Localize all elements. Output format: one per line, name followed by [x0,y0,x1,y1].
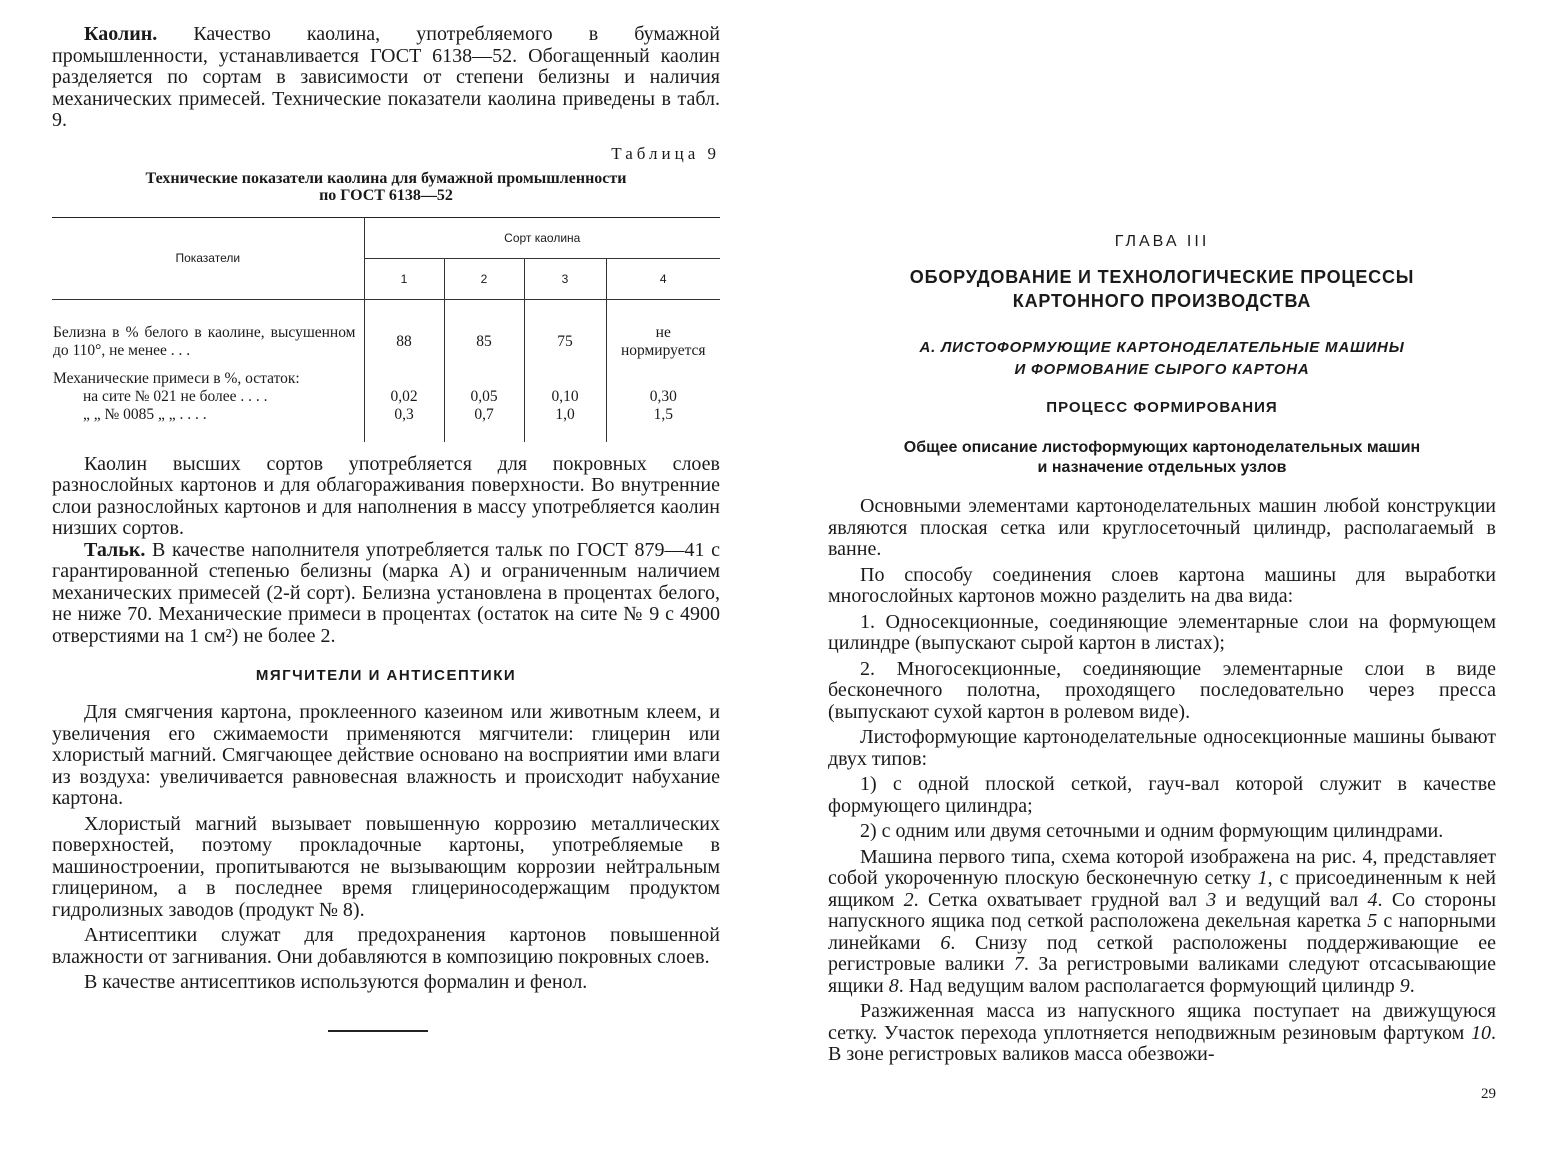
cell: 1,5 [653,405,673,423]
right-page [828,0,1496,1066]
table-row [52,299,720,442]
end-rule [328,1030,428,1032]
kaolin-paragraph [52,24,720,132]
text-run: . Над ведущим валом располагается формующий цилиндр [898,974,1400,997]
chapter-title-line1: ОБОРУДОВАНИЕ И ТЕХНОЛОГИЧЕСКИЕ ПРОЦЕССЫ [909,267,1415,287]
figure-ref: 5 [1367,910,1378,932]
cell: 0,3 [394,405,414,423]
part-title-line2: И ФОРМОВАНИЕ СЫРОГО КАРТОНА [1014,361,1310,378]
chapter-title-line2: КАРТОННОГО ПРОИЗВОДСТВА [1012,291,1312,311]
row1-label: Белизна в % белого в каолине, высушенном до 110°, не менее . . . [53,323,356,359]
sub-title-line2: и назначение отдельных узлов [1037,459,1287,476]
part-title-line1: А. ЛИСТОФОРМУЮЩИЕ КАРТОНОДЕЛАТЕЛЬНЫЕ МАШИНЫ [919,339,1405,356]
kaolin-grades-paragraph: Каолин высших сортов употребляется для покровных слоев разнослойных картонов и для облагораживания поверхности. Во внутренние слои разнослойных картонов и для наполнения в массу употребляется каолин низших сортов. [52,452,720,539]
cell: 88 [396,332,412,350]
types-paragraph: По способу соединения слоев картона машины для выработки многослойных картонов можно разделить на два вида: [828,563,1496,607]
col-grade-1 [364,299,444,442]
text-run: . За регистровыми валиками следуют отсасывающие ящики [828,953,1496,997]
kaolin-lead: Каолин. [84,23,158,45]
col-grade-2 [444,299,524,442]
talc-paragraph [52,540,720,648]
cell: 0,05 [470,387,498,405]
machine-types-paragraph: Листоформующие картоноделательные односекционные машины бывают двух типов: [828,726,1496,770]
text-run: Машина первого типа, схема которой изображена на рис. 4, представляет собой укороченную плоскую бесконечную сетку [828,845,1496,889]
figure-ref: 6 [940,931,951,954]
talc-text: В качестве наполнителя употребляется тальк по ГОСТ 879—41 с гарантированной степенью белизны (марка А) и ограниченным наличием механических примесей (2-й сорт). Белизна установлена в процентах белого, не ниже 70. Механические примеси в процентах (остаток на сите № 9 с 4900 отверстиями на 1 см²) не более 2. [52,538,720,647]
talc-lead: Тальк. [84,538,146,561]
type2-paragraph: 2) с одним или двумя сеточными и одним формующим цилиндрами. [860,820,1444,842]
cell: 75 [557,332,573,350]
text-run: . Со стороны напускного ящика под сеткой расположена декельная каретка [828,888,1497,932]
elements-paragraph: Основными элементами картоноделательных машин любой конструкции являются плоская сетка или круглосеточный цилиндр, располагаемый в ванне. [828,495,1496,560]
cell: 85 [476,332,492,350]
figure-ref: 1 [1257,867,1268,889]
col-grade-3 [524,299,606,442]
cell: 1,0 [555,405,575,423]
antiseptics-paragraph: Антисептики служат для предохранения картонов повышенной влажности от загнивания. Они добавляются в композицию покровных слоев. [52,924,720,968]
header-indicators: Показатели [52,217,364,299]
row2-label: Механические примеси в %, остаток: [53,369,300,387]
row-labels [52,299,364,442]
left-page [52,24,720,1032]
row2b-label: „ „ № 0085 „ „ . . . . [83,405,207,423]
table-title-line1: Технические показатели каолина для бумажной промышленности [145,169,627,187]
machine-description-paragraph [828,847,1496,998]
kaolin-table [52,217,720,442]
header-grade-2: 2 [444,258,524,299]
text-run: и ведущий вал [1216,888,1368,911]
sub-title [828,438,1496,478]
cell: 0,10 [551,387,579,405]
header-grade-3: 3 [524,258,606,299]
text-run: . В зоне регистровых валиков масса обезвожи- [828,1021,1496,1065]
text-run: Разжиженная масса из напускного ящика поступает на движущуюся сетку. Участок перехода уплотняется неподвижным резиновым фартуком [828,1000,1496,1044]
table-title [52,170,720,204]
figure-ref: 3 [1206,888,1217,911]
text-run: . Сетка охватывает грудной вал [913,888,1207,911]
cell: 0,7 [474,405,494,423]
chapter-number: ГЛАВА III [1114,233,1210,250]
process-title: ПРОЦЕСС ФОРМИРОВАНИЯ [1046,399,1278,416]
chapter-title [828,265,1496,313]
page-number: 29 [1481,1086,1496,1102]
cell: 0,30 [649,387,677,405]
type1-paragraph: 1) с одной плоской сеткой, гауч-вал которой служит в качестве формующего цилиндра; [828,773,1496,817]
row2a-label: на сите № 021 не более . . . . [83,387,268,405]
table-title-line2: по ГОСТ 6138—52 [319,186,453,204]
softeners-paragraph: Для смягчения картона, проклеенного казеином или животным клеем, и увеличения его сжимаемости применяются мягчители: глицерин или хлористый магний. Смягчающее действие основано на восприятии ими влаги из воздуха: увеличивается равновесная влажность и происходит набухание картона. [52,701,720,809]
figure-ref: 8 [888,974,899,997]
text-run: , с присоединенным к ней ящиком [828,867,1496,911]
cell: 0,02 [390,387,418,405]
figure-ref: 7 [1013,953,1024,975]
col-grade-4 [606,299,720,442]
antiseptics-list-paragraph: В качестве антисептиков используются формалин и фенол. [84,971,588,993]
sub-title-line1: Общее описание листоформующих картоноделательных машин [903,439,1421,456]
single-section-paragraph: 1. Односекционные, соединяющие элементарные слои на формующем цилиндре (выпускают сырой картон в листах); [828,610,1496,654]
header-grade: Сорт каолина [364,217,720,258]
kaolin-text: Качество каолина, употребляемого в бумажной промышленности, устанавливается ГОСТ 6138—52. Обогащенный каолин разделяется по сортам в зависимости от степени белизны и наличия механических примесей. Технические показатели каолина приведены в табл. 9. [52,23,720,131]
figure-ref: 2 [903,888,914,911]
figure-ref: 9 [1399,974,1410,997]
text-run: . Снизу под сеткой расположены поддерживающие ее регистровые валики [828,931,1496,975]
figure-ref: 4 [1367,888,1378,911]
mass-paragraph [828,1001,1496,1066]
magnesium-paragraph: Хлористый магний вызывает повышенную коррозию металлических поверхностей, поэтому прокладочные картоны, употребляемые в машиностроении, пропитываются не вызывающим коррозии нейтральным глицерином, а в последнее время глицериносодержащим продуктом гидролизных заводов (продукт № 8). [52,812,720,921]
text-run: . [1409,974,1415,997]
section-title: МЯГЧИТЕЛИ И АНТИСЕПТИКИ [255,667,517,684]
header-grade-1: 1 [364,258,444,299]
figure-ref: 10 [1471,1021,1491,1044]
multi-section-paragraph: 2. Многосекционные, соединяющие элементарные слои в виде бесконечного полотна, проходящего последовательно через пресса (выпускают сухой картон в ролевом виде). [828,657,1496,723]
part-title [828,337,1496,381]
header-grade-4: 4 [606,258,720,299]
cell: не нормируется [620,323,706,359]
table-number: Таблица 9 [611,143,720,163]
text-run: с напорными линейками [828,910,1496,954]
